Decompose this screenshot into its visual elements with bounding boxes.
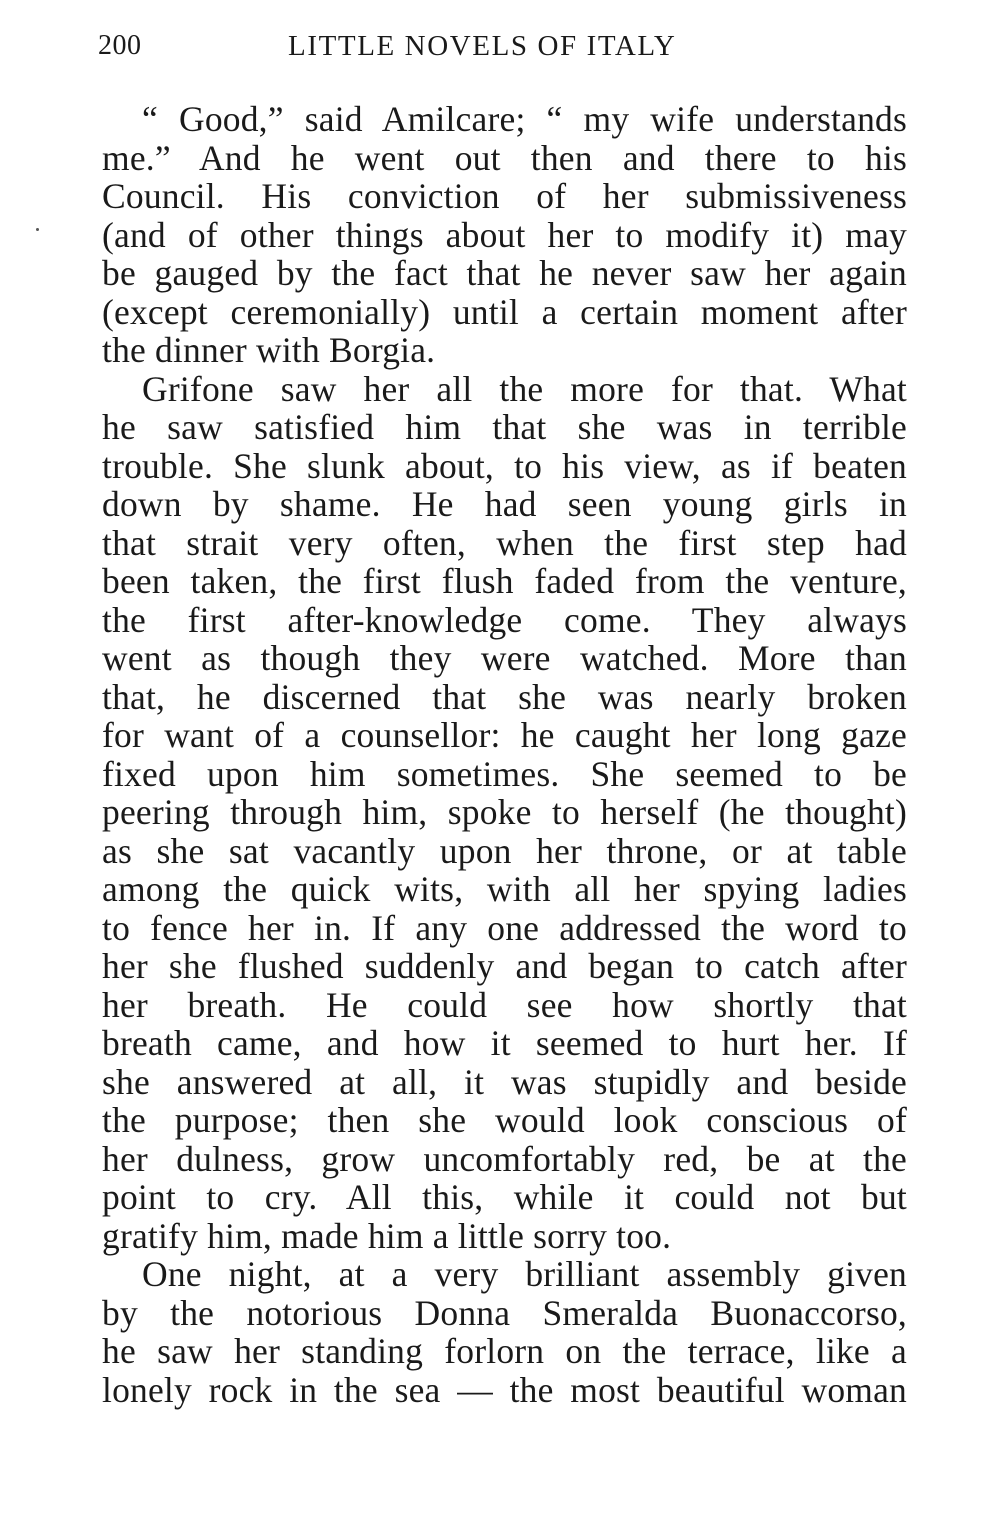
text-line: One night, at a very brilliant assembly given <box>142 1254 907 1294</box>
text-line: “ Good,” said Amilcare; “ my wife understands <box>142 99 907 139</box>
text-line: her breath. He could see how shortly that <box>102 984 907 1025</box>
text-line: to fence her in. If any one addressed the word to <box>102 907 907 948</box>
running-title: LITTLE NOVELS OF ITALY <box>288 30 677 62</box>
text-line: the purpose; then she would look conscious of <box>102 1100 907 1140</box>
text-line: down by shame. He had seen young girls in <box>102 484 907 524</box>
text-line: that, he discerned that she was nearly broken <box>102 676 907 717</box>
text-line: the first after-knowledge come. They always <box>102 599 907 640</box>
text-line: he saw her standing forlorn on the terrace, like a <box>102 1331 907 1371</box>
text-line: for want of a counsellor: he caught her long gaze <box>102 715 907 755</box>
text-line: by the notorious Donna Smeralda Buonaccorso, <box>102 1292 907 1333</box>
text-line: he saw satisfied him that she was in terrible <box>102 407 907 447</box>
text-line: fixed upon him sometimes. She seemed to be <box>102 753 907 794</box>
text-line: among the quick wits, with all her spying ladies <box>102 869 907 909</box>
text-line: she answered at all, it was stupidly and beside <box>102 1061 907 1102</box>
text-line: Grifone saw her all the more for that. What <box>142 368 907 409</box>
text-line: me.” And he went out then and there to his <box>102 137 907 178</box>
text-line: her dulness, grow uncomfortably red, be at the <box>102 1138 907 1179</box>
text-line: been taken, the first flush faded from the venture, <box>102 561 907 601</box>
stray-ink-mark <box>36 228 39 231</box>
text-line: the dinner with Borgia. <box>102 330 436 370</box>
text-line: lonely rock in the sea — the most beautiful woman <box>102 1369 907 1410</box>
text-line: breath came, and how it seemed to hurt her. If <box>102 1023 907 1063</box>
text-line: (and of other things about her to modify it) may <box>102 214 907 255</box>
text-line: as she sat vacantly upon her throne, or at table <box>102 830 907 871</box>
body-text <box>102 100 907 1409</box>
text-line: that strait very often, when the first step had <box>102 522 907 563</box>
text-line: (except ceremonially) until a certain moment after <box>102 291 907 332</box>
text-line: be gauged by the fact that he never saw her again <box>102 253 907 293</box>
text-line: gratify him, made him a little sorry too. <box>102 1215 672 1256</box>
text-line: trouble. She slunk about, to his view, as if beaten <box>102 445 907 486</box>
text-line: point to cry. All this, while it could not but <box>102 1177 907 1217</box>
text-line: Council. His conviction of her submissiveness <box>102 176 907 216</box>
text-line: peering through him, spoke to herself (he thought) <box>102 792 907 832</box>
text-line: her she flushed suddenly and began to catch after <box>102 946 907 986</box>
text-line: went as though they were watched. More than <box>102 638 907 678</box>
page-header <box>98 30 898 70</box>
page-number: 200 <box>98 30 142 61</box>
